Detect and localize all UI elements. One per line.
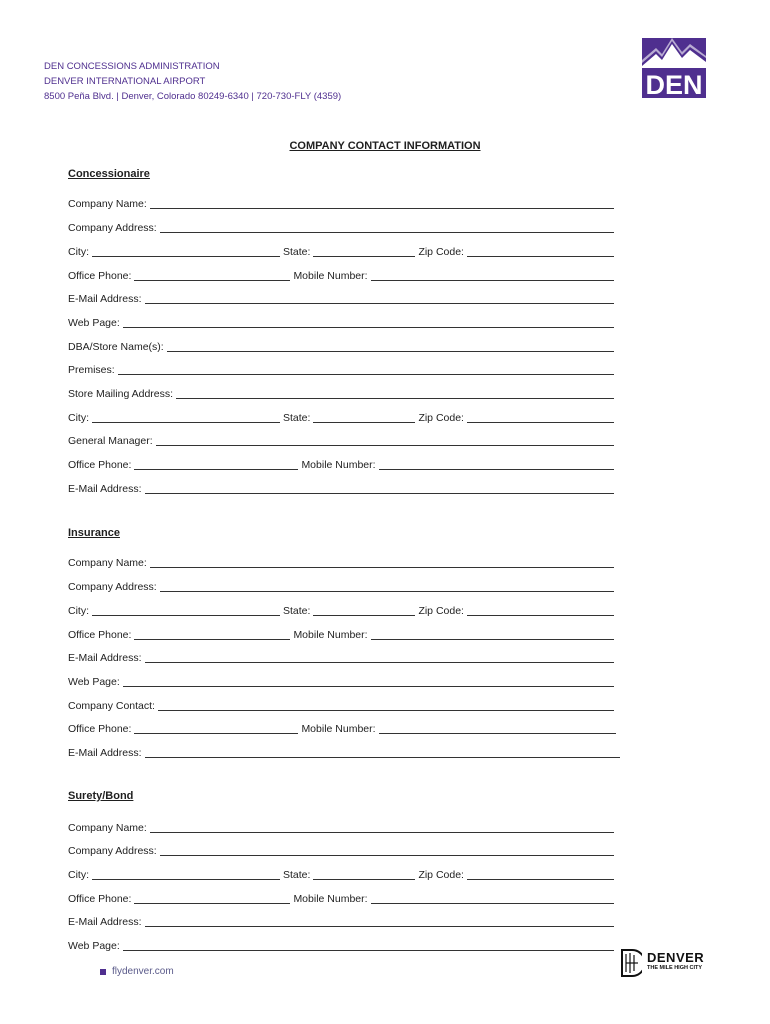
field-row [68, 601, 614, 617]
company-address-field[interactable] [160, 844, 614, 856]
state-field[interactable] [313, 868, 415, 880]
letterhead-org: DEN CONCESSIONS ADMINISTRATION [44, 61, 220, 72]
state-field[interactable] [313, 604, 415, 616]
field-row [68, 577, 614, 593]
field-row [68, 719, 616, 735]
footer-website [100, 966, 174, 977]
field-label: Company Contact: [68, 700, 155, 712]
field-label: Mobile Number: [301, 459, 376, 471]
general-manager-field[interactable] [156, 434, 614, 446]
field-label: E-Mail Address: [68, 483, 142, 495]
field-label: City: [68, 246, 89, 258]
field-row [68, 408, 614, 424]
field-label: Zip Code: [418, 412, 464, 424]
field-row [68, 696, 614, 712]
page-title: COMPANY CONTACT INFORMATION [289, 140, 481, 152]
web-page-field[interactable] [123, 316, 614, 328]
office-phone-field[interactable] [134, 722, 298, 734]
field-row [68, 242, 614, 258]
field-label: City: [68, 412, 89, 424]
office-phone-field[interactable] [134, 892, 290, 904]
field-label: Office Phone: [68, 893, 132, 905]
field-row [68, 337, 614, 353]
email-field[interactable] [145, 651, 614, 663]
company-contact-field[interactable] [158, 699, 614, 711]
zip-code-field[interactable] [467, 604, 614, 616]
field-label: Office Phone: [68, 270, 132, 282]
company-address-field[interactable] [160, 580, 614, 592]
field-label: Company Name: [68, 557, 147, 569]
field-row [68, 360, 614, 376]
store-mailing-address-field[interactable] [176, 387, 614, 399]
field-label: Web Page: [68, 676, 120, 688]
field-row [68, 553, 614, 569]
field-label: Web Page: [68, 940, 120, 952]
field-label: DBA/Store Name(s): [68, 341, 164, 353]
field-row [68, 865, 614, 881]
field-row [68, 625, 614, 641]
office-phone-field[interactable] [134, 458, 298, 470]
city-field[interactable] [92, 411, 280, 423]
email-field[interactable] [145, 746, 620, 758]
field-label: General Manager: [68, 435, 153, 447]
field-label: Company Address: [68, 845, 157, 857]
web-page-field[interactable] [123, 675, 614, 687]
bullet-square-icon [100, 969, 106, 975]
field-label: State: [283, 246, 311, 258]
field-label: State: [283, 869, 311, 881]
email-field[interactable] [145, 915, 614, 927]
field-row [68, 266, 614, 282]
letterhead-airport: DENVER INTERNATIONAL AIRPORT [44, 76, 206, 87]
zip-code-field[interactable] [467, 411, 614, 423]
zip-code-field[interactable] [467, 245, 614, 257]
footer-website-text: flydenver.com [112, 966, 174, 977]
office-phone-field[interactable] [134, 269, 290, 281]
field-label: Premises: [68, 364, 115, 376]
field-row [68, 384, 614, 400]
field-row [68, 455, 614, 471]
mobile-number-field[interactable] [379, 458, 614, 470]
section-title-insurance: Insurance [68, 527, 120, 539]
section-title-surety-bond: Surety/Bond [68, 790, 134, 802]
field-label: State: [283, 605, 311, 617]
field-label: Zip Code: [418, 605, 464, 617]
city-field[interactable] [92, 868, 280, 880]
field-label: Zip Code: [418, 869, 464, 881]
field-row [68, 672, 614, 688]
field-label: Mobile Number: [301, 723, 376, 735]
letterhead [44, 59, 341, 104]
field-row [68, 743, 620, 759]
office-phone-field[interactable] [134, 628, 290, 640]
mobile-number-field[interactable] [379, 722, 616, 734]
field-row [68, 912, 614, 928]
field-label: Office Phone: [68, 629, 132, 641]
city-field[interactable] [92, 245, 280, 257]
denver-tagline: THE MILE HIGH CITY [647, 965, 702, 971]
dba-store-name-field[interactable] [167, 340, 614, 352]
field-row [68, 289, 614, 305]
field-label: Mobile Number: [293, 893, 368, 905]
field-label: E-Mail Address: [68, 652, 142, 664]
field-row [68, 889, 614, 905]
field-label: Store Mailing Address: [68, 388, 174, 400]
zip-code-field[interactable] [467, 868, 614, 880]
field-label: E-Mail Address: [68, 916, 142, 928]
field-row [68, 431, 614, 447]
denver-logo [620, 948, 704, 978]
email-field[interactable] [145, 482, 614, 494]
mobile-number-field[interactable] [371, 269, 614, 281]
field-label: Web Page: [68, 317, 120, 329]
section-title-concessionaire: Concessionaire [68, 168, 150, 180]
field-row [68, 218, 614, 234]
field-label: Zip Code: [418, 246, 464, 258]
field-label: State: [283, 412, 311, 424]
mobile-number-field[interactable] [371, 628, 614, 640]
email-field[interactable] [145, 292, 614, 304]
state-field[interactable] [313, 411, 415, 423]
field-label: E-Mail Address: [68, 293, 142, 305]
field-row [68, 818, 614, 834]
field-row [68, 841, 614, 857]
field-label: Office Phone: [68, 723, 132, 735]
field-label: City: [68, 869, 89, 881]
den-logo [642, 38, 706, 98]
field-label: Company Address: [68, 581, 157, 593]
field-row [68, 194, 614, 210]
company-name-field[interactable] [150, 197, 614, 209]
field-label: Company Name: [68, 822, 147, 834]
field-label: Company Address: [68, 222, 157, 234]
company-name-field[interactable] [150, 556, 614, 568]
city-field[interactable] [92, 604, 280, 616]
field-label: Company Name: [68, 198, 147, 210]
premises-field[interactable] [118, 363, 614, 375]
field-label: E-Mail Address: [68, 747, 142, 759]
field-label: City: [68, 605, 89, 617]
mobile-number-field[interactable] [371, 892, 614, 904]
state-field[interactable] [313, 245, 415, 257]
field-row [68, 479, 614, 495]
web-page-field[interactable] [123, 939, 614, 951]
field-row [68, 313, 614, 329]
field-label: Mobile Number: [293, 270, 368, 282]
field-label: Office Phone: [68, 459, 132, 471]
denver-wordmark: DENVER [647, 950, 705, 965]
denver-sun-icon [620, 948, 642, 978]
field-row [68, 936, 614, 952]
letterhead-address: 8500 Peña Blvd. | Denver, Colorado 80249-6340 | 720-730-FLY (4359) [44, 91, 342, 102]
den-logo-text: DEN [645, 70, 703, 98]
field-label: Mobile Number: [293, 629, 368, 641]
company-address-field[interactable] [160, 221, 614, 233]
field-row [68, 648, 614, 664]
company-name-field[interactable] [150, 821, 614, 833]
